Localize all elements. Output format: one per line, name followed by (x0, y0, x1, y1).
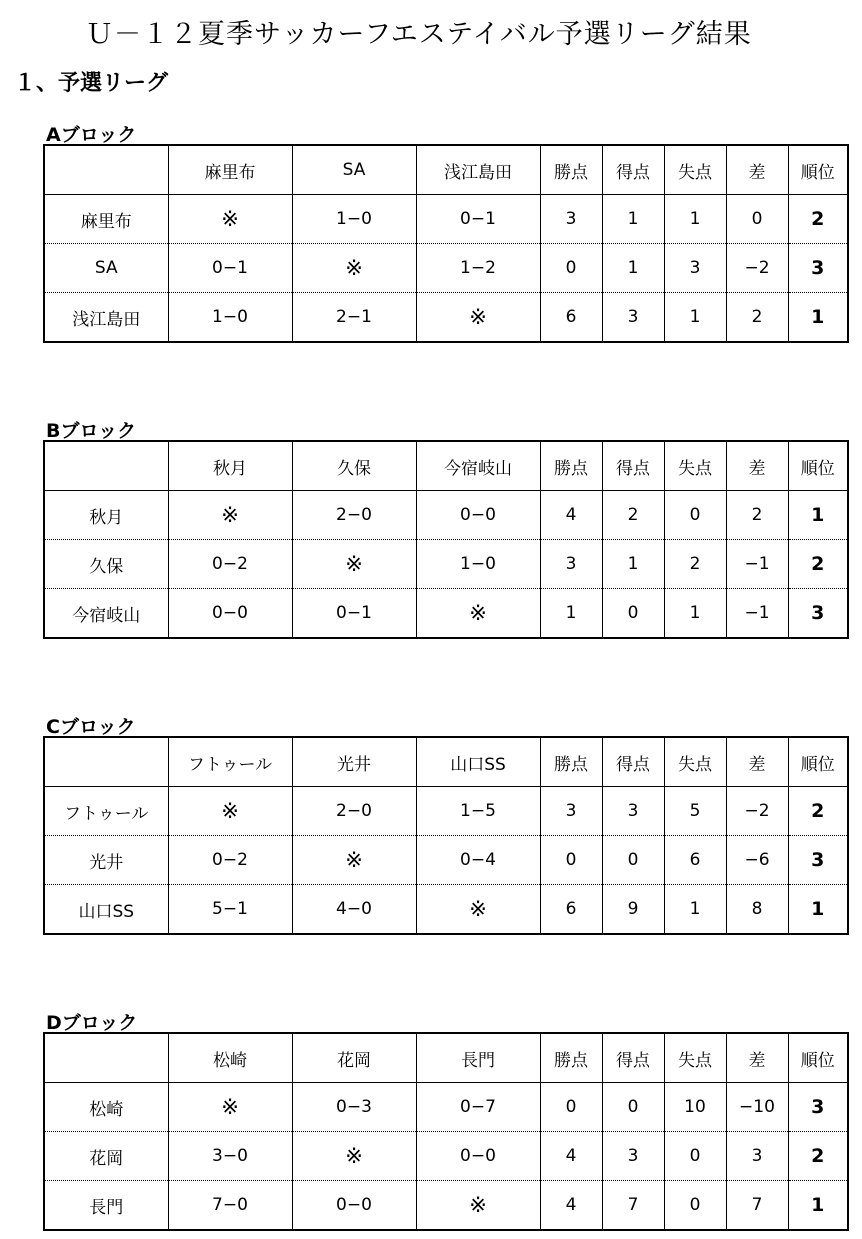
header-corner-cell (44, 441, 168, 491)
header-stat-cell: 勝点 (540, 441, 602, 491)
match-result-cell: 0−2 (168, 836, 292, 885)
table-row (44, 885, 848, 935)
header-team-cell: フトゥール (168, 737, 292, 787)
rank-cell: 1 (788, 1181, 848, 1231)
header-team-cell: 麻里布 (168, 145, 292, 195)
match-result-cell: 0−4 (416, 836, 540, 885)
table-header-row (44, 145, 848, 195)
league-table (43, 440, 849, 639)
team-name-cell: フトゥール (44, 787, 168, 836)
header-stat-cell: 順位 (788, 145, 848, 195)
rank-cell: 3 (788, 244, 848, 293)
goals-for-cell: 3 (602, 787, 664, 836)
header-stat-cell: 得点 (602, 441, 664, 491)
header-stat-cell: 差 (726, 737, 788, 787)
block-label: Dブロック (46, 1012, 138, 1034)
team-name-cell: 花岡 (44, 1132, 168, 1181)
header-corner-cell (44, 1033, 168, 1083)
goal-difference-cell: −6 (726, 836, 788, 885)
block-label: Bブロック (46, 420, 137, 442)
rank-cell: 1 (788, 491, 848, 540)
goal-difference-cell: −2 (726, 787, 788, 836)
team-name-cell: 松崎 (44, 1083, 168, 1132)
rank-cell: 1 (788, 293, 848, 343)
goals-for-cell: 1 (602, 244, 664, 293)
goals-against-cell: 6 (664, 836, 726, 885)
match-result-cell: 2−0 (292, 491, 416, 540)
match-result-cell: ※ (292, 836, 416, 885)
match-result-cell: 0−1 (292, 589, 416, 639)
goal-difference-cell: 8 (726, 885, 788, 935)
table-row (44, 836, 848, 885)
goals-against-cell: 3 (664, 244, 726, 293)
match-result-cell: 0−2 (168, 540, 292, 589)
match-result-cell: 0−0 (168, 589, 292, 639)
rank-cell: 2 (788, 195, 848, 244)
rank-cell: 1 (788, 885, 848, 935)
header-stat-cell: 失点 (664, 1033, 726, 1083)
header-stat-cell: 差 (726, 441, 788, 491)
goals-against-cell: 1 (664, 589, 726, 639)
header-stat-cell: 失点 (664, 441, 726, 491)
goals-for-cell: 0 (602, 836, 664, 885)
table-row (44, 293, 848, 343)
points-cell: 3 (540, 540, 602, 589)
points-cell: 4 (540, 1181, 602, 1231)
match-result-cell: 1−2 (416, 244, 540, 293)
match-result-cell: ※ (168, 787, 292, 836)
goal-difference-cell: 7 (726, 1181, 788, 1231)
match-result-cell: ※ (416, 885, 540, 935)
table-row (44, 195, 848, 244)
goal-difference-cell: −1 (726, 589, 788, 639)
goal-difference-cell: 2 (726, 293, 788, 343)
goals-for-cell: 0 (602, 1083, 664, 1132)
points-cell: 6 (540, 885, 602, 935)
header-stat-cell: 失点 (664, 737, 726, 787)
league-table (43, 736, 849, 935)
match-result-cell: 5−1 (168, 885, 292, 935)
header-team-cell: 松崎 (168, 1033, 292, 1083)
team-name-cell: SA (44, 244, 168, 293)
rank-cell: 3 (788, 1083, 848, 1132)
goals-against-cell: 10 (664, 1083, 726, 1132)
goal-difference-cell: 3 (726, 1132, 788, 1181)
goals-against-cell: 0 (664, 1181, 726, 1231)
goals-for-cell: 3 (602, 293, 664, 343)
team-name-cell: 長門 (44, 1181, 168, 1231)
match-result-cell: 0−0 (416, 491, 540, 540)
points-cell: 6 (540, 293, 602, 343)
header-team-cell: 秋月 (168, 441, 292, 491)
match-result-cell: 7−0 (168, 1181, 292, 1231)
league-table (43, 144, 849, 343)
table-header-row (44, 441, 848, 491)
table-row (44, 491, 848, 540)
points-cell: 0 (540, 244, 602, 293)
rank-cell: 2 (788, 1132, 848, 1181)
goals-for-cell: 2 (602, 491, 664, 540)
match-result-cell: 1−0 (168, 293, 292, 343)
match-result-cell: 0−1 (168, 244, 292, 293)
match-result-cell: 0−0 (292, 1181, 416, 1231)
match-result-cell: 0−7 (416, 1083, 540, 1132)
section-heading: １、予選リーグ (14, 71, 169, 96)
header-stat-cell: 失点 (664, 145, 726, 195)
rank-cell: 3 (788, 836, 848, 885)
match-result-cell: 1−5 (416, 787, 540, 836)
match-result-cell: 1−0 (416, 540, 540, 589)
goal-difference-cell: 0 (726, 195, 788, 244)
match-result-cell: 0−1 (416, 195, 540, 244)
match-result-cell: ※ (168, 491, 292, 540)
table-header-row (44, 737, 848, 787)
table-header-row (44, 1033, 848, 1083)
goals-for-cell: 1 (602, 540, 664, 589)
match-result-cell: ※ (292, 1132, 416, 1181)
team-name-cell: 光井 (44, 836, 168, 885)
goal-difference-cell: −10 (726, 1083, 788, 1132)
points-cell: 4 (540, 491, 602, 540)
goal-difference-cell: −1 (726, 540, 788, 589)
match-result-cell: ※ (416, 1181, 540, 1231)
table-row (44, 540, 848, 589)
header-stat-cell: 得点 (602, 145, 664, 195)
header-team-cell: 長門 (416, 1033, 540, 1083)
header-team-cell: SA (292, 145, 416, 195)
rank-cell: 2 (788, 540, 848, 589)
points-cell: 3 (540, 787, 602, 836)
team-name-cell: 山口SS (44, 885, 168, 935)
goals-against-cell: 1 (664, 293, 726, 343)
goals-against-cell: 0 (664, 491, 726, 540)
header-stat-cell: 得点 (602, 1033, 664, 1083)
match-result-cell: ※ (168, 1083, 292, 1132)
team-name-cell: 久保 (44, 540, 168, 589)
points-cell: 1 (540, 589, 602, 639)
goals-against-cell: 0 (664, 1132, 726, 1181)
table-row (44, 244, 848, 293)
header-stat-cell: 勝点 (540, 145, 602, 195)
match-result-cell: ※ (416, 589, 540, 639)
table-row (44, 1181, 848, 1231)
goals-against-cell: 1 (664, 885, 726, 935)
points-cell: 3 (540, 195, 602, 244)
table-row (44, 589, 848, 639)
goals-for-cell: 3 (602, 1132, 664, 1181)
goals-against-cell: 5 (664, 787, 726, 836)
header-team-cell: 浅江島田 (416, 145, 540, 195)
team-name-cell: 今宿岐山 (44, 589, 168, 639)
rank-cell: 2 (788, 787, 848, 836)
header-team-cell: 光井 (292, 737, 416, 787)
header-team-cell: 久保 (292, 441, 416, 491)
team-name-cell: 麻里布 (44, 195, 168, 244)
match-result-cell: 2−0 (292, 787, 416, 836)
team-name-cell: 浅江島田 (44, 293, 168, 343)
block-label: Cブロック (46, 716, 136, 738)
team-name-cell: 秋月 (44, 491, 168, 540)
header-stat-cell: 勝点 (540, 737, 602, 787)
page-title: Ｕ－１２夏季サッカーフエステイバル予選リーグ結果 (86, 19, 752, 50)
header-corner-cell (44, 737, 168, 787)
match-result-cell: 1−0 (292, 195, 416, 244)
match-result-cell: 2−1 (292, 293, 416, 343)
table-row (44, 1132, 848, 1181)
points-cell: 0 (540, 836, 602, 885)
goals-against-cell: 2 (664, 540, 726, 589)
goal-difference-cell: 2 (726, 491, 788, 540)
header-corner-cell (44, 145, 168, 195)
points-cell: 0 (540, 1083, 602, 1132)
goals-for-cell: 9 (602, 885, 664, 935)
header-stat-cell: 順位 (788, 1033, 848, 1083)
goals-for-cell: 0 (602, 589, 664, 639)
match-result-cell: 3−0 (168, 1132, 292, 1181)
rank-cell: 3 (788, 589, 848, 639)
match-result-cell: 4−0 (292, 885, 416, 935)
table-row (44, 1083, 848, 1132)
league-table (43, 1032, 849, 1231)
header-stat-cell: 得点 (602, 737, 664, 787)
match-result-cell: ※ (416, 293, 540, 343)
block-label: Aブロック (46, 124, 137, 146)
goals-for-cell: 7 (602, 1181, 664, 1231)
points-cell: 4 (540, 1132, 602, 1181)
header-stat-cell: 勝点 (540, 1033, 602, 1083)
header-stat-cell: 差 (726, 145, 788, 195)
goals-against-cell: 1 (664, 195, 726, 244)
match-result-cell: 0−0 (416, 1132, 540, 1181)
goals-for-cell: 1 (602, 195, 664, 244)
header-stat-cell: 順位 (788, 737, 848, 787)
header-stat-cell: 差 (726, 1033, 788, 1083)
match-result-cell: ※ (292, 244, 416, 293)
header-team-cell: 山口SS (416, 737, 540, 787)
goal-difference-cell: −2 (726, 244, 788, 293)
match-result-cell: ※ (168, 195, 292, 244)
header-team-cell: 花岡 (292, 1033, 416, 1083)
header-team-cell: 今宿岐山 (416, 441, 540, 491)
header-stat-cell: 順位 (788, 441, 848, 491)
match-result-cell: 0−3 (292, 1083, 416, 1132)
match-result-cell: ※ (292, 540, 416, 589)
table-row (44, 787, 848, 836)
